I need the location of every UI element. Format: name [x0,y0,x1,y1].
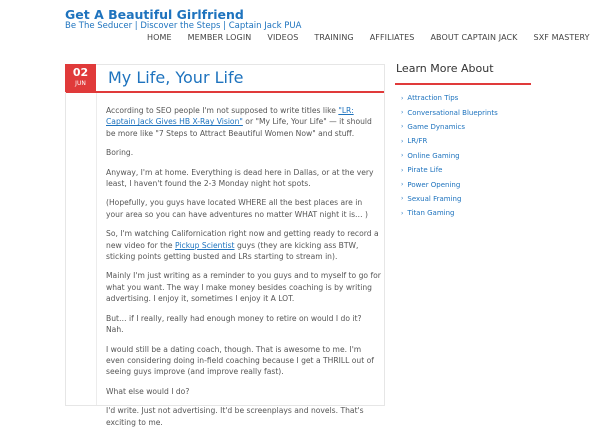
nav-item-affiliates[interactable]: AFFILIATES [369,33,415,42]
nav-item-home[interactable]: HOME [147,33,172,42]
widget-title: Learn More About [396,62,494,75]
nav-item-videos[interactable]: VIDEOS [267,33,299,42]
category-list [395,91,565,221]
chevron-right-icon: › [401,152,404,160]
post-date-month: JUN [75,80,86,87]
paragraph: Boring. [106,148,134,158]
category-item-titan-gaming[interactable]: › Titan Gaming [401,209,455,218]
post-header [66,65,384,93]
nav-item-member-login[interactable]: MEMBER LOGIN [187,33,252,42]
post-content [106,105,381,436]
site-tagline: Be The Seducer | Discover the Steps | Captain Jack PUA [65,21,302,31]
chevron-right-icon: › [401,94,404,102]
chevron-right-icon: › [401,209,404,217]
lr-captain-jack-link[interactable]: "LR: Captain Jack Gives HB X-Ray Vision" [106,106,354,127]
category-item-sexual-framing[interactable]: › Sexual Framing [401,194,462,203]
paragraph: So, I'm watching Californication right now and getting ready to record a new video for the Pickup Scientist guys (they are kicking ass BTW, sticking points getting busted and LRs starting to stream in). [106,229,379,262]
chevron-right-icon: › [401,166,404,174]
blog-post [65,64,385,427]
paragraph: According to SEO people I'm not supposed to write titles like "LR: Captain Jack Gives HB X-Ray Vision" or "My Life, Your Life" — it should be more like "7 Steps to Attract Beautiful Women Now" and stuff. [106,106,372,138]
paragraph: Mainly I'm just writing as a reminder to you guys and to myself to go for what you want. The way I make money besides coaching is by writing advertising. I enjoy it, sometimes I enjoy it A LOT. [106,271,381,304]
main-nav [140,33,598,42]
nav-item-about-captain-jack[interactable]: ABOUT CAPTAIN JACK [430,33,518,42]
chevron-right-icon: › [401,123,404,131]
post-title[interactable]: My Life, Your Life [108,68,244,87]
nav-item-training[interactable]: TRAINING [314,33,354,42]
widget-divider [395,83,531,85]
post-date-day: 02 [72,66,89,79]
post-date-badge [65,64,96,92]
paragraph: What else would I do? [106,386,190,396]
paragraph: (Hopefully, you guys have located WHERE all the best places are in your area so you can have adventures no matter WHAT night it is… ) [106,198,369,219]
category-item-pirate-life[interactable]: › Pirate Life [401,166,443,175]
chevron-right-icon: › [401,195,404,203]
sidebar [395,62,565,221]
paragraph: But… if I really, really had enough money to retire on would I do it? Nah. [106,313,362,335]
chevron-right-icon: › [401,109,404,117]
paragraph: I'd write. Just not advertising. It'd be screenplays and novels. That's exciting to me. [106,406,364,427]
category-item-attraction-tips[interactable]: › Attraction Tips [401,94,459,103]
category-item-power-opening[interactable]: › Power Opening [401,180,461,189]
pickup-scientist-link[interactable]: Pickup Scientist [175,240,235,250]
chevron-right-icon: › [401,181,404,189]
category-item-lr-fr[interactable]: › LR/FR [401,137,428,146]
category-item-conversational-blueprints[interactable]: › Conversational Blueprints [401,108,498,117]
category-item-game-dynamics[interactable]: › Game Dynamics [401,122,465,131]
chevron-right-icon: › [401,137,404,145]
category-item-online-gaming[interactable]: › Online Gaming [401,151,460,160]
post-body [96,93,385,427]
paragraph: Anyway, I'm at home. Everything is dead here in Dallas, or at the very least, I haven't found the 2-3 Monday night hot spots. [106,167,374,189]
site-title[interactable]: Get A Beautiful Girlfriend [65,7,244,22]
nav-item-sxf-mastery[interactable]: SXF MASTERY [533,33,590,42]
paragraph: I would still be a dating coach, though. That is awesome to me. I'm even considering doing in-field coaching because I get a THRILL out of seeing guys improve (and improve really fast). [106,344,374,377]
